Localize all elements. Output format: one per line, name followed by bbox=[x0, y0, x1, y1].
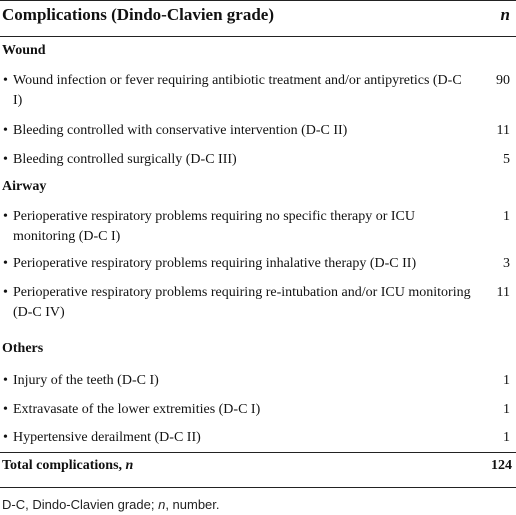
total-row bbox=[0, 456, 516, 484]
table-footnote: D-C, Dindo-Clavien grade; n, number. bbox=[2, 497, 220, 512]
section-title-others: Others bbox=[2, 341, 44, 356]
header-complications: Complications (Dindo-Clavien grade) bbox=[2, 5, 274, 24]
row-label: • Perioperative respiratory problems requiring no specific therapy or ICU monitoring (D-C I) bbox=[3, 209, 415, 244]
total-rule bbox=[0, 452, 516, 453]
header-rule bbox=[0, 36, 516, 37]
row-value: 11 bbox=[496, 285, 510, 300]
section-title-airway: Airway bbox=[2, 179, 47, 194]
row-label: • Injury of the teeth (D-C I) bbox=[2, 371, 472, 391]
row-label: • Bleeding controlled with conservative intervention (D-C II) bbox=[2, 121, 472, 141]
row-label: • Hypertensive derailment (D-C II) bbox=[2, 428, 472, 448]
bullet: • bbox=[3, 123, 8, 138]
bullet: • bbox=[3, 430, 8, 445]
header-n: n bbox=[500, 5, 510, 24]
row-value: 1 bbox=[503, 430, 510, 445]
row-value: 11 bbox=[496, 123, 510, 138]
total-value: 124 bbox=[491, 458, 512, 473]
row-label: • Perioperative respiratory problems requiring inhalative therapy (D-C II) bbox=[2, 254, 472, 274]
bullet: • bbox=[3, 373, 8, 388]
row-value: 3 bbox=[503, 256, 510, 271]
row-label: • Bleeding controlled surgically (D-C III) bbox=[2, 150, 472, 170]
row-value: 90 bbox=[496, 73, 510, 88]
row-value: 1 bbox=[503, 209, 510, 224]
bullet: • bbox=[3, 209, 8, 224]
row-label: • Extravasate of the lower extremities (D-C I) bbox=[2, 400, 472, 420]
row-value: 5 bbox=[503, 152, 510, 167]
row-value: 1 bbox=[503, 402, 510, 417]
row-value: 1 bbox=[503, 373, 510, 388]
bullet: • bbox=[3, 285, 8, 300]
row-label: • Perioperative respiratory problems requiring re-intubation and/or ICU monitoring (D-C IV) bbox=[3, 285, 471, 320]
table-bottom-rule bbox=[0, 487, 516, 488]
bullet: • bbox=[3, 73, 8, 88]
table-header-row bbox=[0, 0, 516, 36]
bullet: • bbox=[3, 152, 8, 167]
bullet: • bbox=[3, 256, 8, 271]
bullet: • bbox=[3, 402, 8, 417]
section-title-wound: Wound bbox=[2, 43, 46, 58]
row-label: • Wound infection or fever requiring antibiotic treatment and/or antipyretics (D-C I) bbox=[3, 73, 462, 108]
total-label: Total complications, n bbox=[2, 458, 134, 473]
